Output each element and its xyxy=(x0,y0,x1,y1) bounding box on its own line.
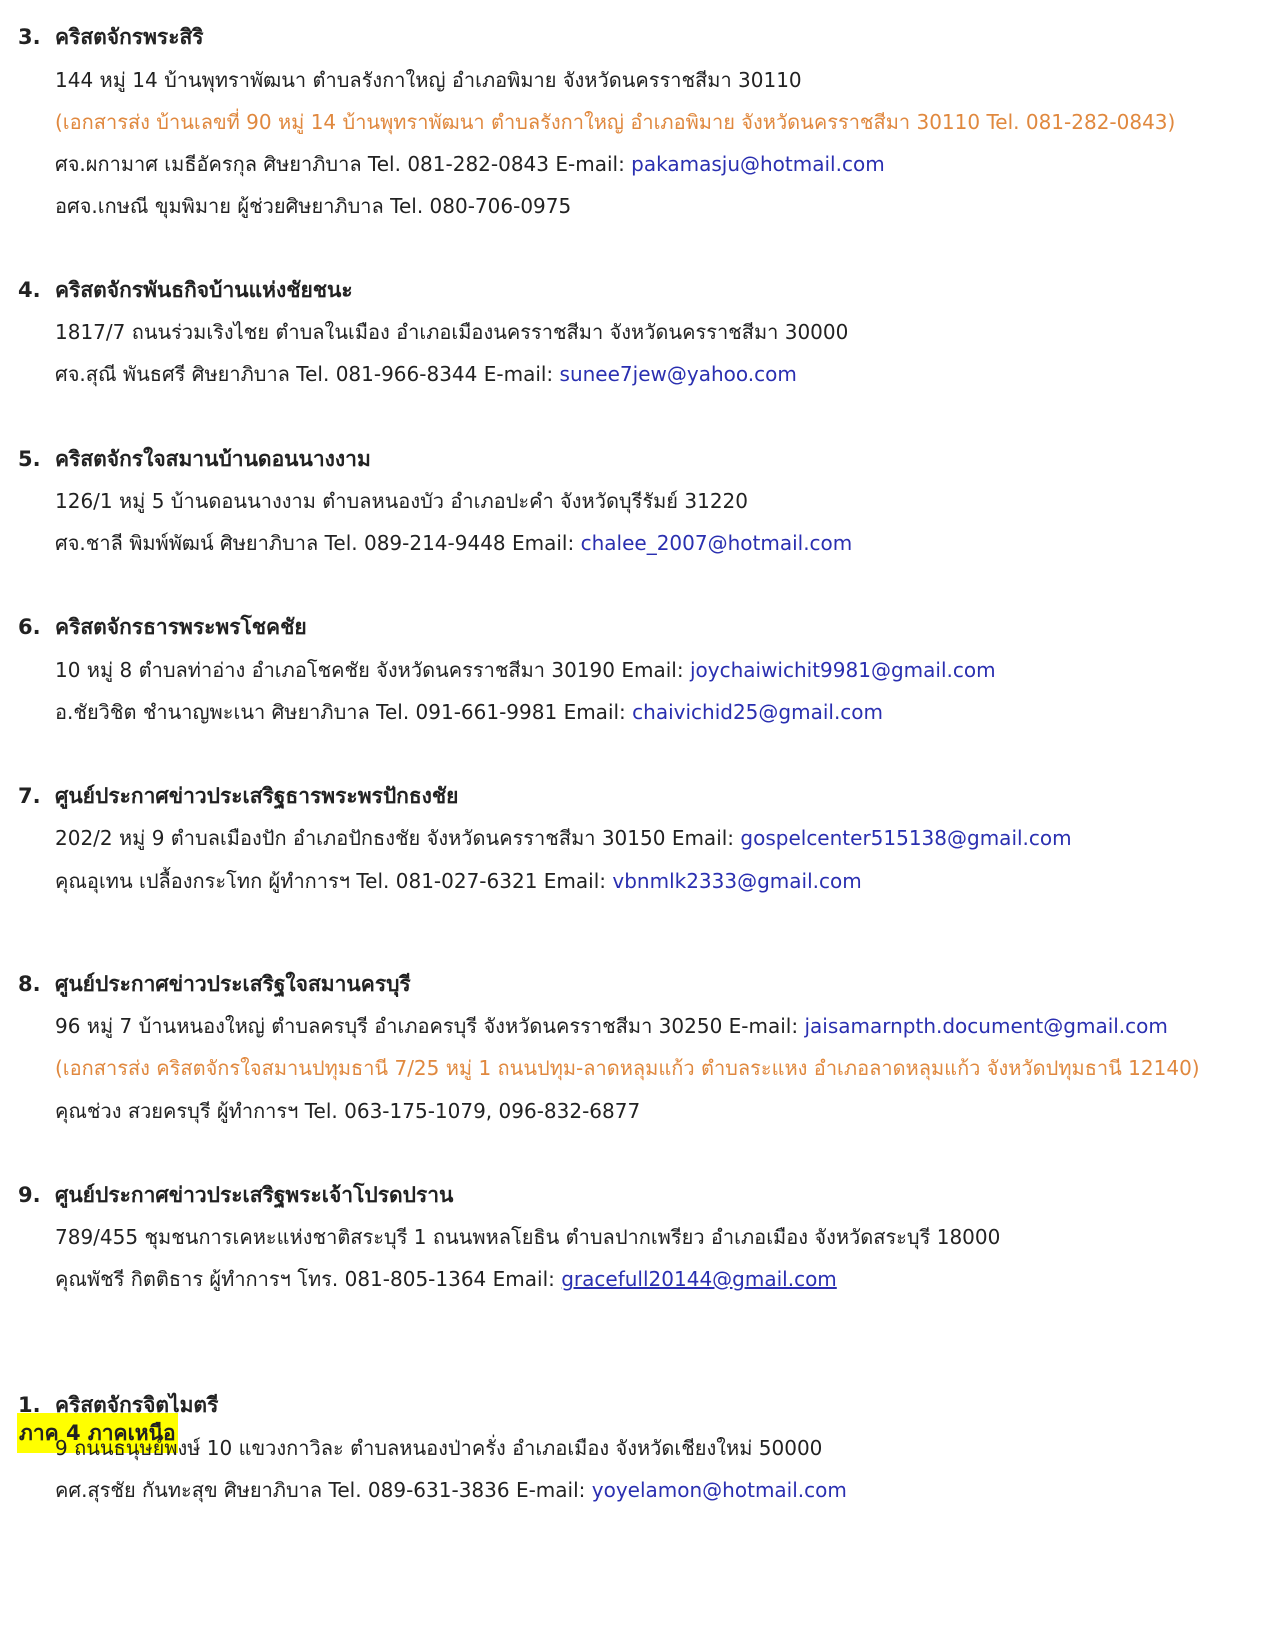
entry-address: 789/455 ชุมชนการเคหะแห่งชาติสระบุรี 1 ถนนพหลโยธิน ตำบลปากเพรียว อำเภอเมือง จังหวัดสระบุรี 18000 xyxy=(55,1225,1001,1249)
entry-address: 1817/7 ถนนร่วมเริงไชย ตำบลในเมือง อำเภอเมืองนครราชสีมา จังหวัดนครราชสีมา 30000 xyxy=(55,320,849,344)
entry-contact xyxy=(55,359,797,389)
entry-number: 8. xyxy=(18,972,41,996)
email-link[interactable]: pakamasju@hotmail.com xyxy=(631,152,885,176)
entry-contact xyxy=(55,1475,847,1505)
entry-address xyxy=(55,1011,1168,1041)
contact-text: ศจ.ชาลี พิมพ์พัฒน์ ศิษยาภิบาล Tel. 089-214-9448 Email: xyxy=(55,531,581,555)
contact-text: คุณพัชรี กิตติธาร ผู้ทำการฯ โทร. 081-805-1364 Email: xyxy=(55,1267,562,1291)
entry-number: 7. xyxy=(18,784,41,808)
entry-heading xyxy=(18,1390,218,1420)
entry-number: 1. xyxy=(18,1393,41,1417)
entry-address xyxy=(55,823,1072,853)
entry-name: ศูนย์ประกาศข่าวประเสริฐธารพระพรปักธงชัย xyxy=(55,784,459,808)
email-link[interactable]: joychaiwichit9981@gmail.com xyxy=(689,658,996,682)
email-link[interactable]: vbnmlk2333@gmail.com xyxy=(612,869,862,893)
entry-document-address: (เอกสารส่ง คริสตจักรใจสมานปทุมธานี 7/25 หมู่ 1 ถนนปทุม-ลาดหลุมแก้ว ตำบลระแหง อำเภอลาดหลุมแก้ว จังหวัดปทุมธานี 12140) xyxy=(55,1056,1200,1080)
address-text: 10 หมู่ 8 ตำบลท่าอ่าง อำเภอโชคชัย จังหวัดนครราชสีมา 30190 Email: xyxy=(55,658,690,682)
entry-address: 144 หมู่ 14 บ้านพุทราพัฒนา ตำบลรังกาใหญ่ อำเภอพิมาย จังหวัดนครราชสีมา 30110 xyxy=(55,68,802,92)
entry-heading xyxy=(18,1180,453,1210)
entry-heading xyxy=(18,781,459,811)
email-link[interactable]: yoyelamon@hotmail.com xyxy=(591,1478,847,1502)
entry-contact xyxy=(55,697,883,727)
entry-contact xyxy=(55,149,885,179)
entry-name: คริสตจักรพันธกิจบ้านแห่งชัยชนะ xyxy=(55,278,353,302)
email-link[interactable]: sunee7jew@yahoo.com xyxy=(559,362,797,386)
entry-contact xyxy=(55,866,862,896)
contact-text: คศ.สุรชัย กันทะสุข ศิษยาภิบาล Tel. 089-631-3836 E-mail: xyxy=(55,1478,592,1502)
entry-name: คริสตจักรใจสมานบ้านดอนนางงาม xyxy=(55,447,371,471)
entry-heading xyxy=(18,612,307,642)
email-link[interactable]: jaisamarnpth.document@gmail.com xyxy=(804,1014,1168,1038)
entry-contact xyxy=(55,528,852,558)
entry-contact-secondary: อศจ.เกษณี ขุมพิมาย ผู้ช่วยศิษยาภิบาล Tel. 080-706-0975 xyxy=(55,194,572,218)
email-link[interactable]: chaivichid25@gmail.com xyxy=(632,700,884,724)
entry-number: 9. xyxy=(18,1183,41,1207)
entry-address: 126/1 หมู่ 5 บ้านดอนนางงาม ตำบลหนองบัว อำเภอปะคำ จังหวัดบุรีรัมย์ 31220 xyxy=(55,489,748,513)
region-heading: ภาค 4 ภาคเหนือ xyxy=(17,1413,178,1453)
entry-heading xyxy=(18,969,411,999)
email-link[interactable]: gospelcenter515138@gmail.com xyxy=(740,826,1072,850)
address-text: 202/2 หมู่ 9 ตำบลเมืองปัก อำเภอปักธงชัย จังหวัดนครราชสีมา 30150 Email: xyxy=(55,826,741,850)
contact-text: ศจ.สุณี พันธศรี ศิษยาภิบาล Tel. 081-966-8344 E-mail: xyxy=(55,362,560,386)
entry-heading xyxy=(18,22,204,52)
contact-text: ศจ.ผกามาศ เมธีอัครกุล ศิษยาภิบาล Tel. 081-282-0843 E-mail: xyxy=(55,152,632,176)
entry-name: คริสตจักรจิตไมตรี xyxy=(55,1393,219,1417)
entry-number: 4. xyxy=(18,278,41,302)
email-link[interactable]: gracefull20144@gmail.com xyxy=(561,1267,837,1291)
entry-contact: คุณช่วง สวยครบุรี ผู้ทำการฯ Tel. 063-175-1079, 096-832-6877 xyxy=(55,1099,641,1123)
entry-document-address: (เอกสารส่ง บ้านเลขที่ 90 หมู่ 14 บ้านพุทราพัฒนา ตำบลรังกาใหญ่ อำเภอพิมาย จังหวัดนครราชสีมา 30110 Tel. 081-282-0843) xyxy=(55,110,1176,134)
address-text: 96 หมู่ 7 บ้านหนองใหญ่ ตำบลครบุรี อำเภอครบุรี จังหวัดนครราชสีมา 30250 E-mail: xyxy=(55,1014,805,1038)
contact-text: อ.ชัยวิชิต ชำนาญพะเนา ศิษยาภิบาล Tel. 091-661-9981 Email: xyxy=(55,700,633,724)
entry-contact xyxy=(55,1264,837,1294)
entry-name: คริสตจักรพระสิริ xyxy=(55,25,204,49)
entry-address: 9 ถนนธนุษย์พงษ์ 10 แขวงกาวิละ ตำบลหนองป่าครั่ง อำเภอเมือง จังหวัดเชียงใหม่ 50000 xyxy=(55,1436,823,1460)
email-link[interactable]: chalee_2007@hotmail.com xyxy=(580,531,853,555)
entry-heading xyxy=(18,275,353,305)
contact-text: คุณอุเทน เปลื้องกระโทก ผู้ทำการฯ Tel. 081-027-6321 Email: xyxy=(55,869,613,893)
entry-number: 5. xyxy=(18,447,41,471)
entry-number: 3. xyxy=(18,25,41,49)
entry-number: 6. xyxy=(18,615,41,639)
entry-name: ศูนย์ประกาศข่าวประเสริฐใจสมานครบุรี xyxy=(55,972,411,996)
entry-name: ศูนย์ประกาศข่าวประเสริฐพระเจ้าโปรดปราน xyxy=(55,1183,454,1207)
entry-address xyxy=(55,655,996,685)
entry-name: คริสตจักรธารพระพรโชคชัย xyxy=(55,615,307,639)
entry-heading xyxy=(18,444,371,474)
